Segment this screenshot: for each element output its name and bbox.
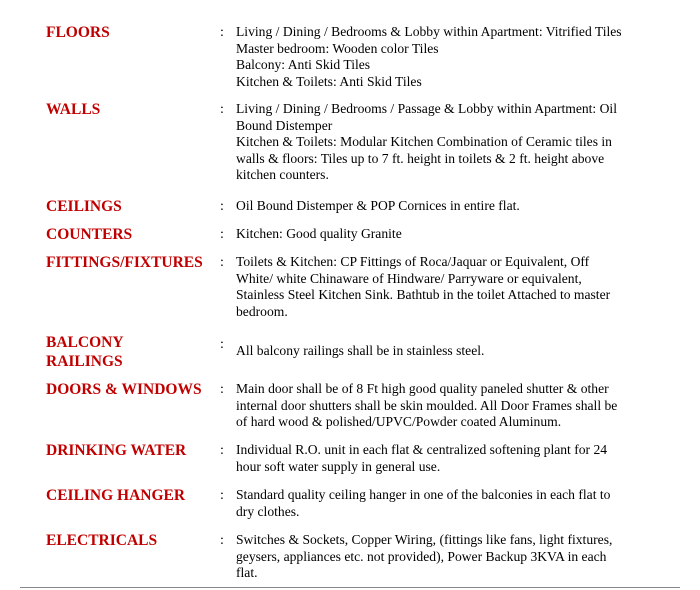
separator: : (220, 533, 224, 548)
spec-line: Stainless Steel Kitchen Sink. Bathtub in the toilet Attached to master (236, 287, 611, 303)
separator: : (220, 382, 224, 397)
spec-line: geysers, appliances etc. not provided), Power Backup 3KVA in each (236, 548, 607, 564)
spec-label-line: BALCONY (46, 334, 124, 351)
spec-line: White/ white Chinaware of Hindware/ Parryware or equivalent, (236, 270, 582, 286)
spec-label-doors-windows: DOORS & WINDOWS (46, 381, 202, 398)
spec-line: All balcony railings shall be in stainless steel. (236, 343, 485, 358)
spec-label-electricals: ELECTRICALS (46, 532, 158, 549)
spec-line: internal door shutters shall be skin moulded. All Door Frames shall be (236, 397, 618, 413)
spec-line: Living / Dining / Bedrooms / Passage & Lobby within Apartment: Oil (236, 101, 617, 116)
spec-line: Standard quality ceiling hanger in one of the balconies in each flat to (236, 487, 611, 502)
spec-line: Toilets & Kitchen: CP Fittings of Roca/Jaquar or Equivalent, Off (236, 254, 590, 269)
spec-line: of hard wood & polished/UPVC/Powder coated Aluminum. (236, 414, 562, 430)
spec-line: Switches & Sockets, Copper Wiring, (fittings like fans, light fixtures, (236, 532, 613, 547)
spec-value-walls (236, 101, 676, 184)
separator: : (220, 199, 224, 214)
spec-label-balcony-railings (46, 333, 216, 371)
spec-line: flat. (236, 565, 258, 581)
spec-value-floors (236, 24, 676, 90)
spec-line: Kitchen & Toilets: Modular Kitchen Combination of Ceramic tiles in (236, 134, 612, 150)
spec-value-ceilings (236, 198, 676, 215)
spec-line: Oil Bound Distemper & POP Cornices in entire flat. (236, 198, 520, 213)
spec-value-drinking-water (236, 442, 676, 475)
spec-line: Living / Dining / Bedrooms & Lobby within Apartment: Vitrified Tiles (236, 24, 622, 39)
bottom-divider (20, 587, 680, 588)
spec-value-ceiling-hanger (236, 487, 676, 520)
spec-line: Master bedroom: Wooden color Tiles (236, 40, 439, 56)
spec-line: Bound Distemper (236, 117, 333, 133)
spec-label-drinking-water: DRINKING WATER (46, 442, 187, 459)
spec-value-fittings-fixtures (236, 254, 676, 320)
spec-label-counters: COUNTERS (46, 226, 133, 243)
spec-label-floors: FLOORS (46, 24, 110, 41)
spec-label-line: RAILINGS (46, 353, 123, 370)
separator: : (220, 488, 224, 503)
separator: : (220, 337, 224, 352)
spec-line: Balcony: Anti Skid Tiles (236, 57, 371, 73)
spec-value-balcony-railings (236, 343, 676, 360)
spec-label-walls: WALLS (46, 101, 101, 118)
spec-line: Individual R.O. unit in each flat & centralized softening plant for 24 (236, 442, 608, 457)
spec-line: Main door shall be of 8 Ft high good quality paneled shutter & other (236, 381, 609, 396)
spec-line: bedroom. (236, 303, 288, 319)
spec-label-ceiling-hanger: CEILING HANGER (46, 487, 186, 504)
spec-line: dry clothes. (236, 503, 300, 519)
spec-line: hour soft water supply in general use. (236, 458, 441, 474)
spec-value-doors-windows (236, 381, 676, 431)
separator: : (220, 25, 224, 40)
separator: : (220, 255, 224, 270)
spec-value-electricals (236, 532, 676, 582)
spec-line: walls & floors: Tiles up to 7 ft. height in toilets & 2 ft. height above (236, 150, 605, 166)
spec-line: Kitchen: Good quality Granite (236, 226, 402, 241)
separator: : (220, 227, 224, 242)
spec-line: kitchen counters. (236, 167, 329, 183)
spec-label-ceilings: CEILINGS (46, 198, 122, 215)
spec-value-counters (236, 226, 676, 243)
spec-line: Kitchen & Toilets: Anti Skid Tiles (236, 73, 422, 89)
spec-label-fittings-fixtures: FITTINGS/FIXTURES (46, 254, 203, 271)
separator: : (220, 102, 224, 117)
separator: : (220, 443, 224, 458)
